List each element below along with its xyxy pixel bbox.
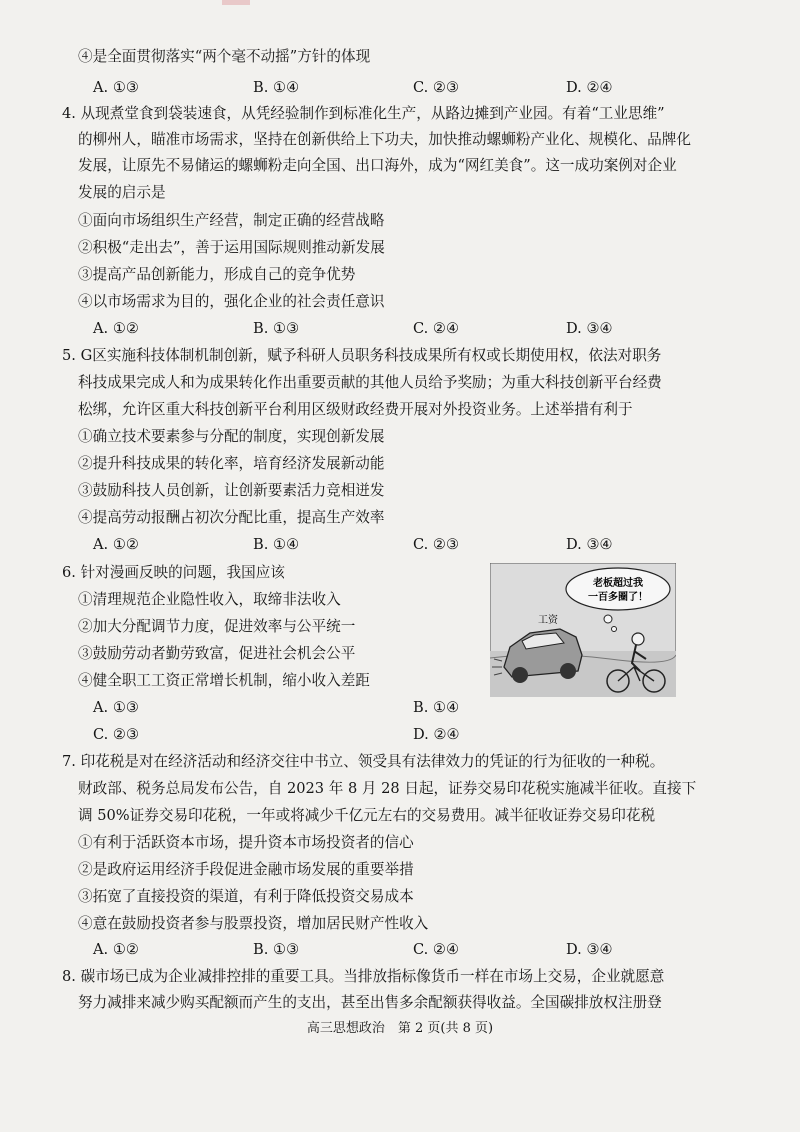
q6-item: ③鼓励劳动者勤劳致富，促进社会机会公平	[78, 645, 356, 662]
q3-option-d: D. ②④	[566, 79, 613, 96]
q4-stem-line: 发展，让原先不易储运的螺蛳粉走向全国、出口海外，成为“网红美食”。这一成功案例对企业	[78, 157, 677, 174]
q7-option-a: A. ①②	[93, 941, 139, 958]
q7-option-c: C. ②④	[413, 941, 460, 958]
q6-stem: 6. 针对漫画反映的问题，我国应该	[62, 564, 285, 581]
q5-stem-line: 松绑，允许区重大科技创新平台利用区级财政经费开展对外投资业务。上述举措有利于	[78, 401, 633, 418]
q8-stem-line: 努力减排来减少购买配额而产生的支出，甚至出售多余配额获得收益。全国碳排放权注册登	[78, 994, 662, 1011]
q4-stem-line: 的柳州人，瞄准市场需求，坚持在创新供给上下功夫，加快推动螺蛳粉产业化、规模化、品牌化	[78, 131, 691, 148]
q4-option-d: D. ③④	[566, 320, 613, 337]
q5-item: ①确立技术要素参与分配的制度，实现创新发展	[78, 428, 385, 445]
q7-stem-line: 7. 印花税是对在经济活动和经济交往中书立、领受具有法律效力的凭证的行为征收的一种税。	[62, 753, 665, 770]
q7-stem-line: 财政部、税务总局发布公告，自 2023 年 8 月 28 日起，证券交易印花税实施减半征收。直接下	[78, 780, 697, 797]
q4-stem-line: 发展的启示是	[78, 184, 166, 201]
q7-option-d: D. ③④	[566, 941, 613, 958]
q7-item: ③拓宽了直接投资的渠道，有利于降低投资交易成本	[78, 888, 414, 905]
q4-option-c: C. ②④	[413, 320, 460, 337]
q6-option-a: A. ①③	[93, 699, 139, 716]
q6-item: ②加大分配调节力度，促进效率与公平统一	[78, 618, 356, 635]
q5-stem-line: 5. G区实施科技体制机制创新，赋予科研人员职务科技成果所有权或长期使用权，依法对职务	[62, 347, 662, 364]
q8-stem-line: 8. 碳市场已成为企业减排控排的重要工具。当排放指标像货币一样在市场上交易，企业就愿意	[62, 968, 665, 985]
q4-stem-line: 4. 从现煮堂食到袋装速食，从凭经验制作到标准化生产，从路边摊到产业园。有着“工业思维”	[62, 105, 665, 122]
q6-item: ①清理规范企业隐性收入，取缔非法收入	[78, 591, 341, 608]
bubble-text-line1: 老板超过我	[593, 578, 643, 589]
q6-item: ④健全职工工资正常增长机制，缩小收入差距	[78, 672, 370, 689]
q6-option-d: D. ②④	[413, 726, 460, 743]
cartoon-image	[490, 563, 676, 697]
page-footer: 高三思想政治 第 2 页(共 8 页)	[306, 1021, 494, 1036]
q7-item: ④意在鼓励投资者参与股票投资，增加居民财产性收入	[78, 915, 429, 932]
cartoon-drawing	[490, 563, 676, 697]
bubble-text-line2: 一百多圈了！	[588, 592, 648, 603]
q4-item: ③提高产品创新能力，形成自己的竞争优势	[78, 266, 356, 283]
q3-option-c: C. ②③	[413, 79, 460, 96]
q4-item: ①面向市场组织生产经营，制定正确的经营战略	[78, 212, 385, 229]
q5-option-a: A. ①②	[93, 536, 139, 553]
q4-item: ④以市场需求为目的，强化企业的社会责任意识	[78, 293, 385, 310]
q5-item: ④提高劳动报酬占初次分配比重，提高生产效率	[78, 509, 385, 526]
q4-option-b: B. ①③	[253, 320, 300, 337]
q7-option-b: B. ①③	[253, 941, 300, 958]
q3-item-4: ④是全面贯彻落实“两个毫不动摇”方针的体现	[78, 48, 371, 65]
scan-mark	[222, 0, 250, 5]
q3-option-b: B. ①④	[253, 79, 300, 96]
q4-item: ②积极“走出去”，善于运用国际规则推动新发展	[78, 239, 385, 256]
q5-item: ③鼓励科技人员创新，让创新要素活力竞相迸发	[78, 482, 385, 499]
q5-option-c: C. ②③	[413, 536, 460, 553]
q7-item: ①有利于活跃资本市场，提升资本市场投资者的信心	[78, 834, 414, 851]
q4-option-a: A. ①②	[93, 320, 139, 337]
q7-stem-line: 调 50%证券交易印花税，一年或将减少千亿元左右的交易费用。减半征收证券交易印花税	[78, 807, 656, 824]
q7-item: ②是政府运用经济手段促进金融市场发展的重要举措	[78, 861, 414, 878]
car-label: 工资	[538, 615, 558, 626]
q3-option-a: A. ①③	[93, 79, 139, 96]
q5-item: ②提升科技成果的转化率，培育经济发展新动能	[78, 455, 385, 472]
q6-option-b: B. ①④	[413, 699, 460, 716]
q5-option-b: B. ①④	[253, 536, 300, 553]
q5-stem-line: 科技成果完成人和为成果转化作出重要贡献的其他人员给予奖励；为重大科技创新平台经费	[78, 374, 662, 391]
q5-option-d: D. ③④	[566, 536, 613, 553]
q6-option-c: C. ②③	[93, 726, 140, 743]
